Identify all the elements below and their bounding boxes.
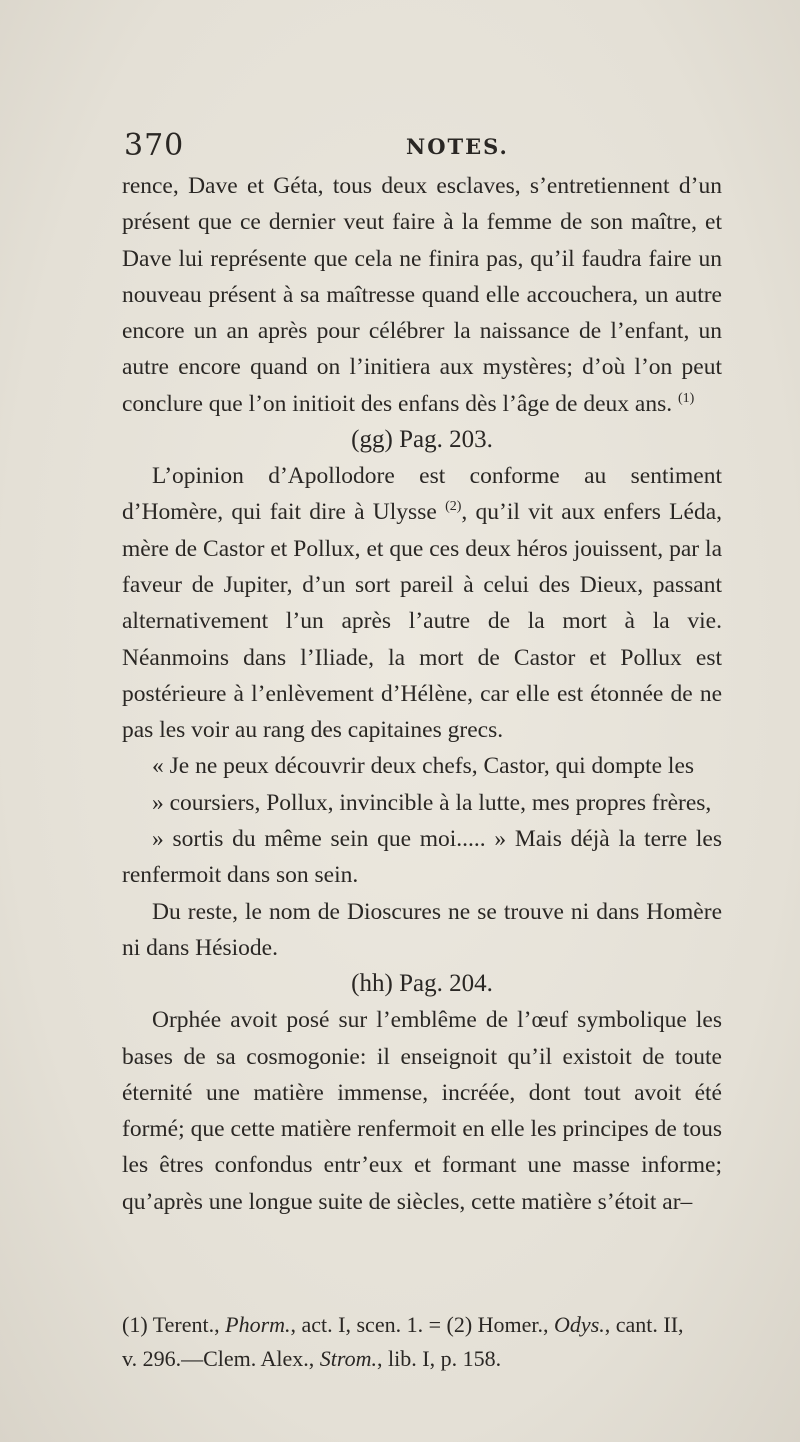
- quote-line-2: » coursiers, Pollux, invincible à la lutte, mes propres frères,: [152, 789, 712, 816]
- quote-line-1: « Je ne peux découvrir deux chefs, Castor, qui dompte les: [152, 753, 695, 780]
- paragraph-2-text-b: , qu’il vit aux enfers Léda, mère de Castor et Pollux, et que ces deux héros jouissent, par la faveur de Jupiter, d’un sort pareil à celui des Dieux, passant alternativement l’un après l’autre de la mort à la vie. Néanmoins dans l’Iliade, la mort de Castor et Pollux est postérieure à l’enlèvement d’Hélène, car elle est étonnée de ne pas les voir au rang des capitaines grecs.: [122, 499, 722, 744]
- paragraph-1-text: rence, Dave et Géta, tous deux esclaves, s’entretiennent d’un présent que ce dernier veut faire à la femme de son maître, et Dave lui représente que cela ne finira pas, qu’il faudra faire un nouveau présent à sa maîtresse quand elle accouchera, un autre encore un an après pour célébrer la naissance de l’enfant, un autre encore quand on l’initiera aux mystères; d’où l’on peut conclure que l’on initioit des enfans dès l’âge de deux ans.: [122, 173, 722, 417]
- page-number: 370: [124, 128, 185, 163]
- footnote-ref-1: (1): [678, 390, 695, 406]
- footnote-ref-2: (2): [445, 499, 462, 515]
- footnote-2-author: Homer.,: [477, 1312, 549, 1337]
- footnote-line-1: [122, 1308, 722, 1342]
- footnote-1-mark: (1): [122, 1312, 148, 1337]
- footnote-1-author: Terent.,: [152, 1312, 220, 1337]
- footnote-2-mark: (2): [446, 1312, 473, 1337]
- section-heading-hh: (hh) Pag. 204.: [351, 970, 493, 998]
- footnote-2-strom-ref: , lib. I, p. 158.: [377, 1346, 502, 1371]
- footnote-2-verse: v. 296.—Clem. Alex.,: [122, 1346, 315, 1371]
- paragraph-1: [122, 168, 722, 422]
- paragraph-2-text-a: L’opinion d’Apollodore est conforme au sentiment d’Homère, qui fait dire à Ulysse: [122, 463, 722, 526]
- quote-block: [122, 748, 722, 893]
- paragraph-2: [122, 458, 722, 748]
- running-head: [124, 128, 684, 168]
- paragraph-4: Orphée avoit posé sur l’emblême de l’œuf symbolique les bases de sa cosmogonie: il enseignoit qu’il existoit de toute éternité une matière immense, incréée, dont tout avoit été formé; que cette matière renfermoit en elle les principes de tous les êtres confondus entr’eux et formant une masse informe; qu’après une longue suite de siècles, cette matière s’étoit ar–: [122, 1007, 722, 1215]
- footnote-2-strom-title: Strom.: [319, 1346, 378, 1371]
- paragraph-3: Du reste, le nom de Dioscures ne se trouve ni dans Homère ni dans Hésiode.: [122, 898, 722, 961]
- running-title: NOTES.: [406, 134, 509, 159]
- footnote-2-ref: , cant. II,: [604, 1312, 684, 1337]
- footnote-line-2: [122, 1342, 722, 1376]
- quote-line-3: » sortis du même sein que moi..... » Mais déjà la terre les renfermoit dans son sein.: [122, 826, 722, 889]
- footnote-2-title: Odys.: [554, 1312, 605, 1337]
- footnote-1-ref: , act. I, scen. 1. =: [290, 1312, 441, 1337]
- footnotes: [122, 1308, 722, 1376]
- section-heading-gg: (gg) Pag. 203.: [351, 426, 493, 454]
- footnote-1-title: Phorm.: [225, 1312, 291, 1337]
- main-text: [122, 168, 722, 1220]
